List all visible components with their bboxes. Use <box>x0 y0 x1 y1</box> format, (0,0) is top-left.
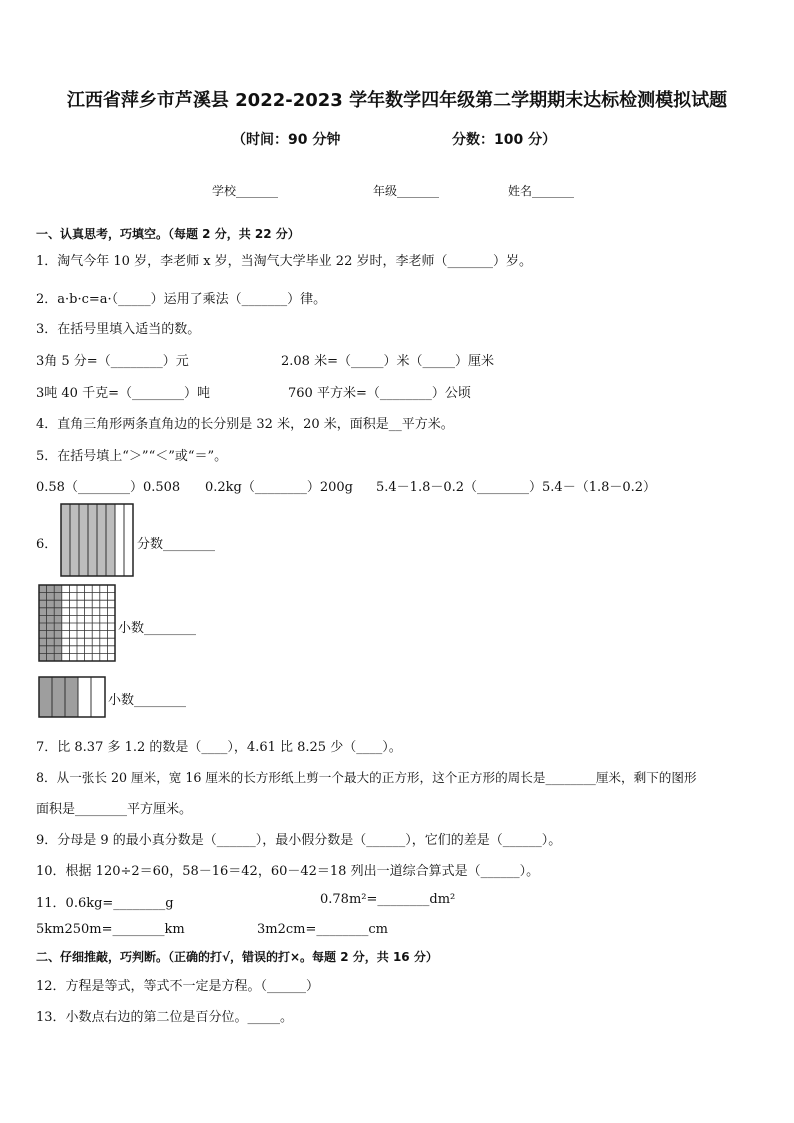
section-2-title: 二、仔细推敲，巧判断。（正确的打√，错误的打×。每题 2 分，共 16 分） <box>36 950 438 964</box>
question-2: 2．a·b·c=a·（_____）运用了乘法（_______）律。 <box>36 292 327 307</box>
question-4: 4．直角三角形两条直角边的长分别是 32 米，20 米，面积是__平方米。 <box>36 417 454 432</box>
question-11c: 5km250m=________km <box>36 922 185 937</box>
question-5a: 0.58（________）0.508 <box>36 480 181 495</box>
bar-strip-figure <box>60 503 134 577</box>
question-6c-answer: 小数________ <box>108 693 187 708</box>
hundred-grid-figure <box>38 584 116 662</box>
name-field: 姓名_______ <box>508 184 575 198</box>
question-6b-answer: 小数________ <box>118 621 197 636</box>
question-8-line-2: 面积是________平方厘米。 <box>36 802 193 817</box>
question-3d: 760 平方米=（________）公顷 <box>288 386 471 401</box>
question-9: 9．分母是 9 的最小真分数是（______），最小假分数是（______），它们的差是（______）。 <box>36 833 562 848</box>
question-3a: 3角 5 分=（________）元 <box>36 354 189 369</box>
question-3: 3．在括号里填入适当的数。 <box>36 322 201 337</box>
question-1: 1．淘气今年 10 岁，李老师 x 岁，当淘气大学毕业 22 岁时，李老师（_______）岁。 <box>36 254 532 269</box>
exam-score: 分数：100 分） <box>452 132 557 148</box>
question-6a-answer: 分数________ <box>137 537 216 552</box>
section-1-title: 一、认真思考，巧填空。（每题 2 分，共 22 分） <box>36 227 300 241</box>
question-12: 12．方程是等式，等式不一定是方程。（______） <box>36 979 320 994</box>
question-11d: 3m2cm=________cm <box>257 922 388 937</box>
question-10: 10．根据 120÷2＝60，58－16＝42，60－42＝18 列出一道综合算式是（______）。 <box>36 864 540 879</box>
question-8-line-1: 8．从一张长 20 厘米，宽 16 厘米的长方形纸上剪一个最大的正方形，这个正方形的周长是________厘米，剩下的图形 <box>36 770 697 785</box>
question-3b: 2.08 米=（_____）米（_____）厘米 <box>281 354 494 369</box>
question-5c: 5.4－1.8－0.2（________）5.4－（1.8－0.2） <box>376 480 657 495</box>
question-5: 5．在括号填上“＞”“＜”或“＝”。 <box>36 449 228 464</box>
question-11b: 0.78m²=________dm² <box>320 892 456 907</box>
tenths-strip-figure <box>38 676 106 718</box>
question-11a: 11．0.6kg=________g <box>36 896 174 911</box>
question-6-number: 6． <box>36 537 58 552</box>
page-title: 江西省萍乡市芦溪县 2022-2023 学年数学四年级第二学期期末达标检测模拟试题 <box>66 90 728 111</box>
question-7: 7．比 8.37 多 1.2 的数是（____），4.61 比 8.25 少（____）。 <box>36 740 402 755</box>
question-3c: 3吨 40 千克=（________）吨 <box>36 386 210 401</box>
grade-field: 年级_______ <box>373 184 440 198</box>
school-field: 学校_______ <box>212 184 279 198</box>
question-13: 13．小数点右边的第二位是百分位。_____。 <box>36 1010 294 1025</box>
question-5b: 0.2kg（________）200g <box>205 480 354 495</box>
exam-time: （时间：90 分钟 <box>232 132 341 148</box>
